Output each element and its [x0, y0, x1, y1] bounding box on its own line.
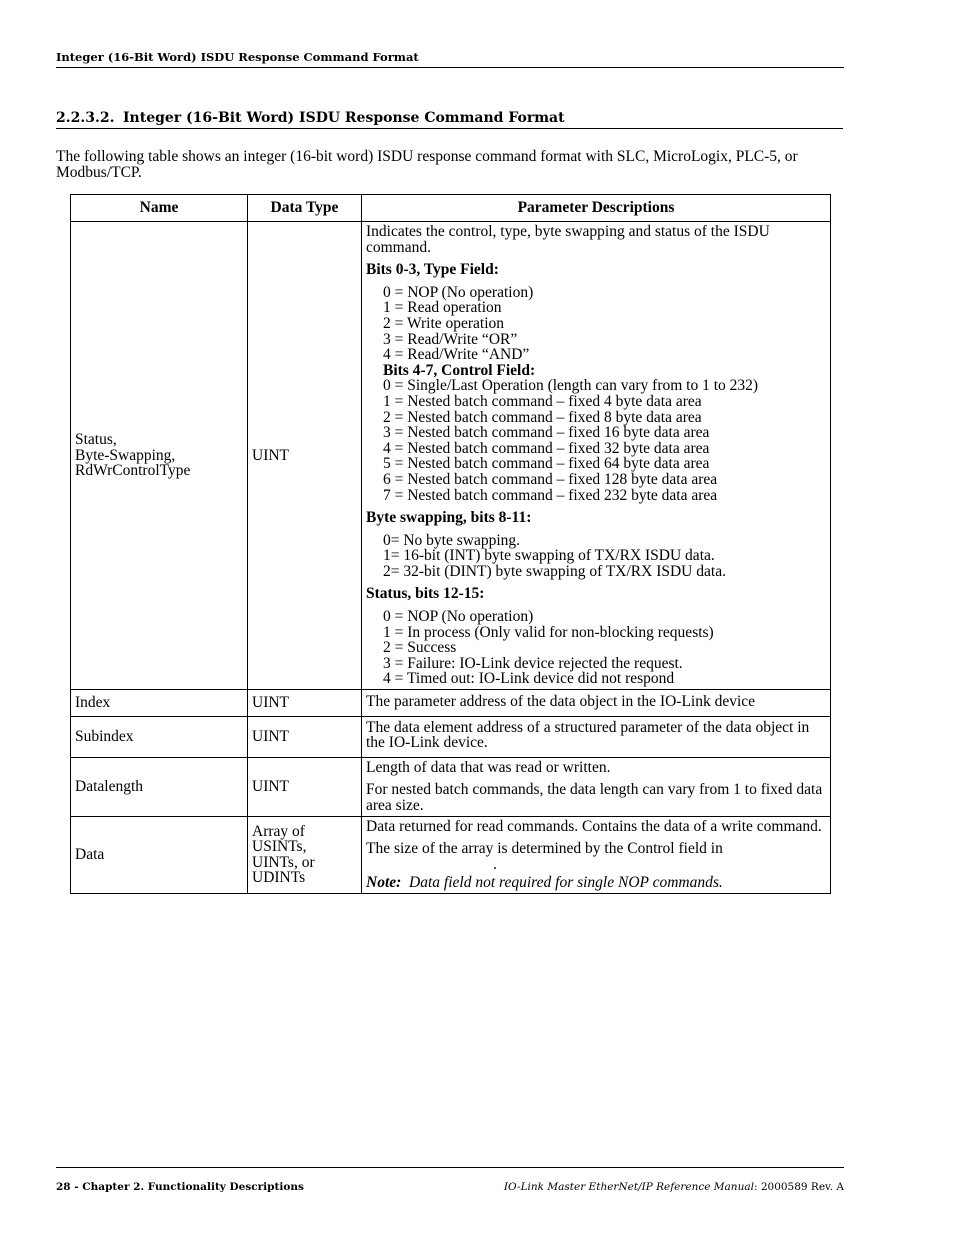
list-item: 5 = Nested batch command – fixed 64 byte data area — [383, 455, 710, 473]
list-item: 2 = Nested batch command – fixed 8 byte data area — [383, 408, 702, 426]
status-bits-list — [366, 609, 826, 687]
list-item: 4 = Nested batch command – fixed 32 byte data area — [383, 439, 710, 457]
list-item: 2 = Success — [383, 639, 457, 657]
list-item: 1 = Nested batch command – fixed 4 byte data area — [383, 392, 702, 410]
footer-manual-ref — [504, 1181, 844, 1193]
list-item: 7 = Nested batch command – fixed 232 byte data area — [383, 486, 718, 504]
section-title — [56, 110, 843, 129]
datalength-desc-2: For nested batch commands, the data length can vary from 1 to fixed data area size. — [366, 781, 823, 814]
subindex-desc-cell: The data element address of a structured parameter of the data object in the IO-Link device. — [362, 716, 831, 757]
parameter-table — [70, 194, 831, 894]
list-item: 1= 16-bit (INT) byte swapping of TX/RX ISDU data. — [383, 547, 715, 565]
datalength-type-cell: UINT — [248, 757, 362, 816]
status-name-cell — [71, 222, 248, 690]
list-item: 4 = Timed out: IO-Link device did not respond — [383, 670, 675, 688]
header-name: Name — [71, 195, 248, 222]
footer-manual-rev: : 2000589 Rev. A — [753, 1181, 844, 1193]
data-type-line: USINTs, — [252, 838, 307, 856]
data-desc-2: The size of the array is determined by the Control field in — [366, 840, 723, 858]
status-name-line: Byte-Swapping, — [75, 446, 176, 464]
header-data-type: Data Type — [248, 195, 362, 222]
status-name-line: RdWrControlType — [75, 462, 191, 480]
datalength-name-cell: Datalength — [71, 757, 248, 816]
status-type-cell: UINT — [248, 222, 362, 690]
data-name-cell: Data — [71, 816, 248, 893]
type-field-list — [366, 285, 826, 503]
list-item: 0 = NOP (No operation) — [383, 608, 534, 626]
data-desc-1: Data returned for read commands. Contains the data of a write command. — [366, 817, 822, 835]
index-type-cell: UINT — [248, 690, 362, 717]
header-parameter-descriptions: Parameter Descriptions — [362, 195, 831, 222]
status-desc-cell — [362, 222, 831, 690]
list-item: 3 = Nested batch command – fixed 16 byte data area — [383, 424, 710, 442]
list-item: 4 = Read/Write “AND” — [383, 346, 530, 364]
footer-page-chapter: 28 - Chapter 2. Functionality Descriptions — [56, 1181, 304, 1193]
subindex-name-cell: Subindex — [71, 716, 248, 757]
table-row-subindex — [71, 716, 831, 757]
list-item: 3 = Failure: IO-Link device rejected the request. — [383, 654, 683, 672]
list-item: 0= No byte swapping. — [383, 531, 521, 549]
section-number: 2.2.3.2. — [56, 110, 115, 126]
footer-rule — [56, 1167, 844, 1168]
section-title-text: Integer (16-Bit Word) ISDU Response Command Format — [123, 110, 565, 126]
data-type-cell — [248, 816, 362, 893]
type-field-title: Bits 0-3, Type Field: — [366, 261, 499, 279]
table-header-row — [71, 195, 831, 222]
byte-swap-list — [366, 533, 826, 580]
table-row-datalength — [71, 757, 831, 816]
data-desc-cell — [362, 816, 831, 893]
datalength-desc-cell — [362, 757, 831, 816]
footer-manual-title: IO-Link Master EtherNet/IP Reference Manual — [503, 1181, 754, 1193]
data-type-line: Array of — [252, 822, 305, 840]
list-item: 3 = Read/Write “OR” — [383, 330, 518, 348]
status-bits-title: Status, bits 12-15: — [366, 585, 485, 603]
data-desc-2-cont: . — [493, 855, 497, 873]
note-label: Note: — [366, 874, 402, 892]
table-row-index — [71, 690, 831, 717]
datalength-desc-1: Length of data that was read or written. — [366, 758, 611, 776]
table-row-status — [71, 222, 831, 690]
list-item: 1 = Read operation — [383, 299, 502, 317]
intro-paragraph: The following table shows an integer (16-bit word) ISDU response command format with SLC, MicroLogix, PLC-5, or Modbus/TCP. — [56, 148, 798, 181]
data-type-line: UINTs, or — [252, 853, 315, 871]
list-item: 6 = Nested batch command – fixed 128 byte data area — [383, 470, 718, 488]
data-type-line: UDINTs — [252, 869, 306, 887]
index-name-cell: Index — [71, 690, 248, 717]
status-name-line: Status, — [75, 431, 117, 449]
note-text: Data field not required for single NOP commands. — [409, 874, 723, 892]
status-intro: Indicates the control, type, byte swapping and status of the ISDU command. — [366, 223, 770, 256]
byte-swap-title: Byte swapping, bits 8-11: — [366, 509, 532, 527]
index-desc-cell: The parameter address of the data object in the IO-Link device — [362, 690, 831, 717]
list-item: 2= 32-bit (DINT) byte swapping of TX/RX ISDU data. — [383, 562, 726, 580]
data-note — [366, 875, 826, 891]
running-header: Integer (16-Bit Word) ISDU Response Command Format — [56, 50, 844, 68]
list-item: 1 = In process (Only valid for non-blocking requests) — [383, 623, 714, 641]
subindex-type-cell: UINT — [248, 716, 362, 757]
table-row-data — [71, 816, 831, 893]
list-item: 0 = NOP (No operation) — [383, 283, 534, 301]
list-item: 0 = Single/Last Operation (length can vary from to 1 to 232) — [383, 377, 759, 395]
list-item: 2 = Write operation — [383, 314, 505, 332]
control-field-title: Bits 4-7, Control Field: — [383, 361, 536, 379]
